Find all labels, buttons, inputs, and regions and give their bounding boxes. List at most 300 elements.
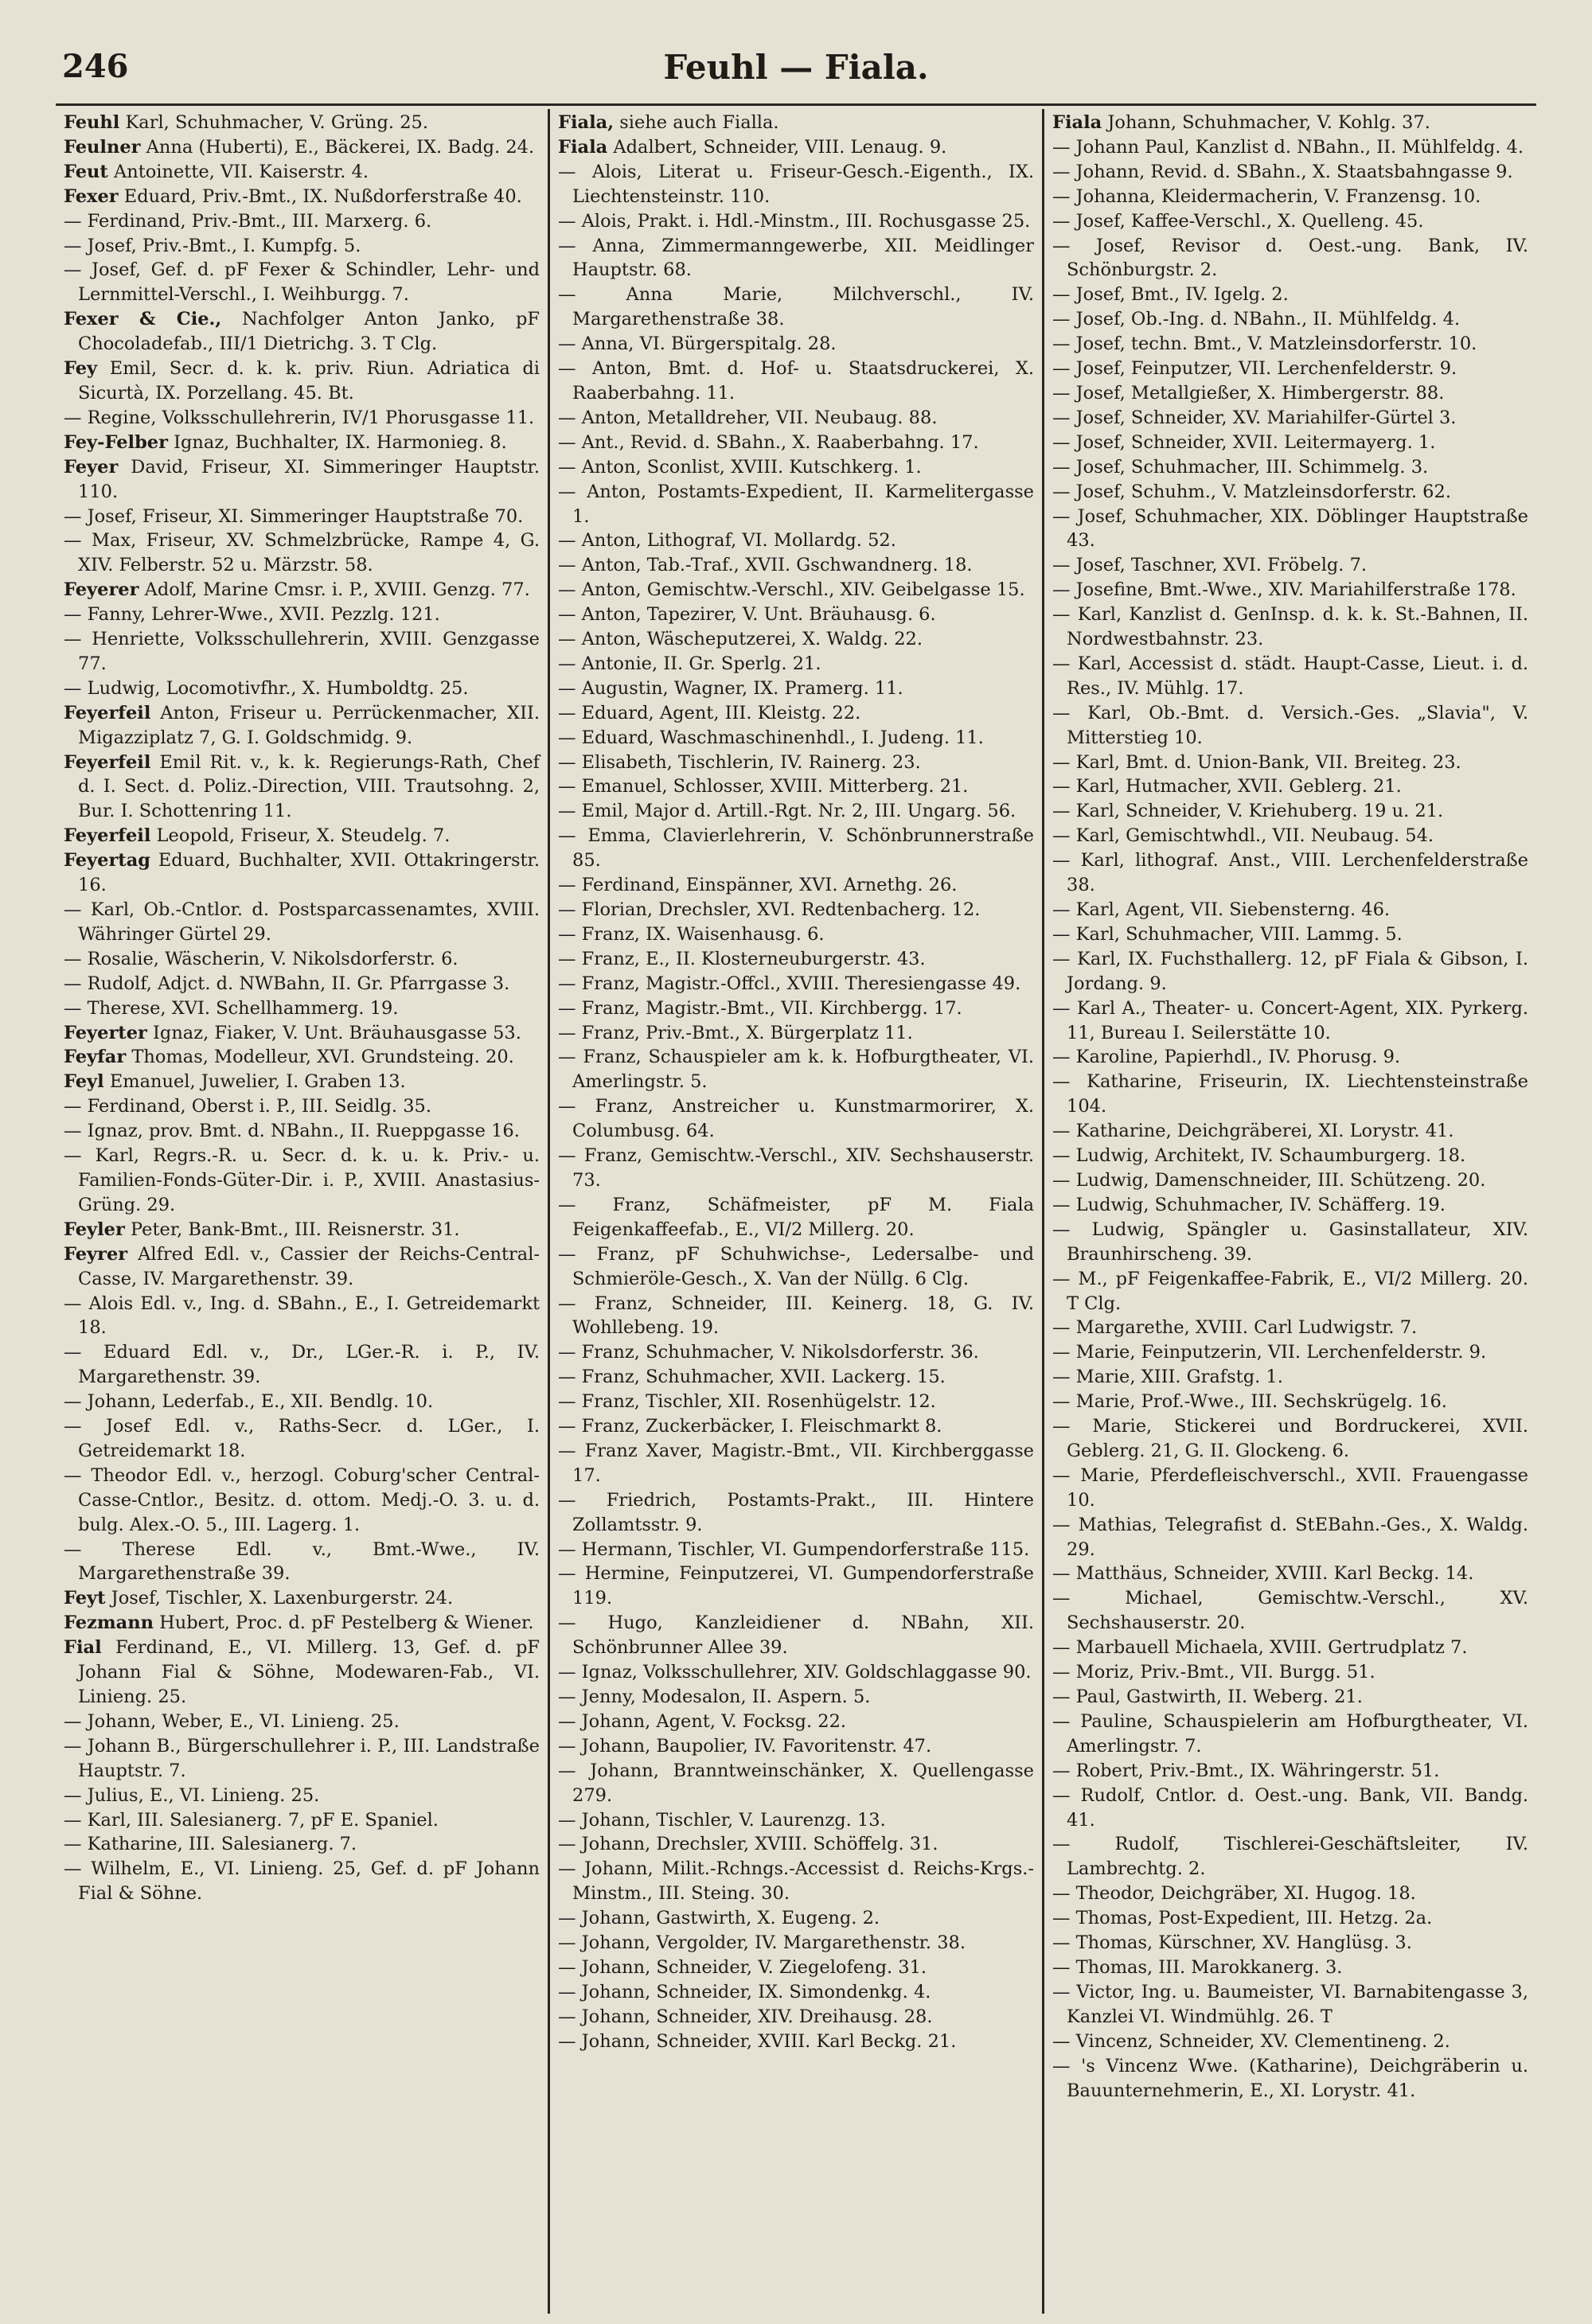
entry-details: — Johann, Tischler, V. Laurenzg. 13. [558, 1809, 886, 1831]
entry-details: Ignaz, Buchhalter, IX. Harmonieg. 8. [167, 431, 507, 453]
directory-entry [1052, 1168, 1528, 1193]
entry-details: Eduard, Buchhalter, XVII. Ottakringerstr. 16. [78, 850, 540, 896]
entry-details: — Anna Marie, Milchverschl., IV. Margarethenstraße 38. [558, 284, 1034, 330]
entry-surname: Feyerer [64, 579, 139, 601]
entry-details: — Michael, Gemischtw.-Verschl., XV. Sechshauserstr. 20. [1052, 1588, 1528, 1634]
entry-details: — Anna, Zimmermanngewerbe, XII. Meidlinger Hauptstr. 68. [558, 235, 1034, 281]
entry-details: — Rudolf, Adjct. d. NWBahn, II. Gr. Pfarrgasse 3. [64, 973, 510, 994]
entry-details: — Margarethe, XVIII. Carl Ludwigstr. 7. [1052, 1317, 1418, 1339]
directory-entry [558, 528, 1034, 553]
entry-details: — Marbauell Michaela, XVIII. Gertrudplatz 7. [1052, 1637, 1468, 1659]
directory-entry [1052, 1414, 1528, 1464]
directory-entry [64, 209, 540, 234]
directory-entry [558, 1390, 1034, 1414]
entry-details: — Jenny, Modesalon, II. Aspern. 5. [558, 1686, 871, 1707]
directory-entry [64, 701, 540, 751]
directory-entry [64, 1292, 540, 1341]
entry-surname: Feyler [64, 1219, 125, 1240]
directory-entry [64, 824, 540, 848]
directory-entry [64, 431, 540, 455]
entry-details: — Hermann, Tischler, VI. Gumpendorferstraße 115. [558, 1538, 1030, 1560]
directory-entry [64, 1070, 540, 1094]
directory-entry [1052, 652, 1528, 701]
entry-details: — Anton, Wäscheputzerei, X. Waldg. 22. [558, 629, 923, 650]
entry-surname: Fexer [64, 185, 119, 207]
directory-entry [558, 553, 1034, 578]
directory-entry [558, 1094, 1034, 1144]
directory-entry [1052, 234, 1528, 283]
entry-details: — Franz, Magistr.-Bmt., VII. Kirchbergg. 17. [558, 997, 962, 1019]
entry-details: Peter, Bank-Bmt., III. Reisnerstr. 31. [124, 1219, 460, 1240]
entry-details: — Anton, Metalldreher, VII. Neubaug. 88. [558, 407, 938, 428]
entry-details: Adolf, Marine Cmsr. i. P., XVIII. Genzg. 77. [139, 579, 530, 601]
directory-entry [64, 1832, 540, 1857]
entry-details: — Karl, Agent, VII. Siebensterng. 46. [1052, 899, 1391, 920]
directory-entry [64, 1538, 540, 1587]
entry-details: Emil Rit. v., k. k. Regierungs-Rath, Chef d. I. Sect. d. Poliz.-Direction, VIII. Trautsohng. 2, Bur. I. Schottenring 11. [78, 751, 540, 822]
directory-entry [64, 602, 540, 627]
entry-details: — Thomas, Kürschner, XV. Hanglüsg. 3. [1052, 1932, 1412, 1954]
entry-details: — Karl, III. Salesianerg. 7, pF E. Spaniel. [64, 1809, 439, 1831]
entry-details: — Katharine, III. Salesianerg. 7. [64, 1834, 357, 1855]
directory-entry [64, 972, 540, 996]
entry-details: — Johann, Revid. d. SBahn., X. Staatsbahngasse 9. [1052, 161, 1513, 182]
entry-details: Anton, Friseur u. Perrückenmacher, XII. Migazziplatz 7, G. I. Goldschmidg. 9. [78, 702, 540, 748]
directory-entry [1052, 898, 1528, 922]
directory-entry [558, 701, 1034, 726]
entry-details: — Karl, Kanzlist d. GenInsp. d. k. k. St.-Bahnen, II. Nordwestbahnstr. 23. [1052, 604, 1528, 650]
entry-details: — Hermine, Feinputzerei, VI. Gumpendorferstraße 119. [558, 1563, 1034, 1609]
directory-entry [1052, 1710, 1528, 1759]
entry-details: — Johann, Gastwirth, X. Eugeng. 2. [558, 1908, 880, 1929]
entry-details: Alfred Edl. v., Cassier der Reichs-Central-Casse, IV. Margarethenstr. 39. [78, 1243, 540, 1289]
entry-surname: Feyt [64, 1588, 106, 1609]
entry-details: — Henriette, Volksschullehrerin, XVIII. Genzgasse 77. [64, 629, 540, 674]
entry-details: — Karl, Schuhmacher, VIII. Lammg. 5. [1052, 923, 1403, 945]
directory-entry [558, 1292, 1034, 1341]
directory-entry [558, 283, 1034, 332]
entry-details: — Johann, Weber, E., VI. Linieng. 25. [64, 1710, 400, 1732]
entry-details: — Josef, Schneider, XV. Mariahilfer-Gürtel 3. [1052, 407, 1457, 428]
entry-details: — Josef, Revisor d. Oest.-ung. Bank, IV. Schönburgstr. 2. [1052, 235, 1528, 281]
entry-details: — Franz, Priv.-Bmt., X. Bürgerplatz 11. [558, 1022, 913, 1043]
directory-entry [1052, 1980, 1528, 2030]
entry-details: — Therese Edl. v., Bmt.-Wwe., IV. Margarethenstraße 39. [64, 1538, 540, 1585]
directory-entry [558, 1710, 1034, 1734]
entry-surname: Feyrer [64, 1243, 128, 1265]
directory-entry [64, 996, 540, 1021]
entry-details: — Franz, Schauspieler am k. k. Hofburgtheater, VI. Amerlingstr. 5. [558, 1047, 1034, 1093]
directory-entry [64, 947, 540, 972]
directory-entry [558, 431, 1034, 455]
directory-entry [558, 799, 1034, 824]
entry-details: — Hugo, Kanzleidiener d. NBahn, XII. Schönbrunner Allee 39. [558, 1612, 1034, 1659]
directory-entry [64, 160, 540, 185]
entry-details: — Franz, Schäfmeister, pF M. Fiala Feigenkaffeefab., E., VI/2 Millerg. 20. [558, 1194, 1034, 1240]
entry-details: — Anton, Sconlist, XVIII. Kutschkerg. 1. [558, 456, 922, 478]
entry-details: — Karl, Ob.-Cntlor. d. Postsparcassenamtes, XVIII. Währinger Gürtel 29. [64, 899, 540, 945]
entry-details: — Franz, Anstreicher u. Kunstmarmorirer, X. Columbusg. 64. [558, 1096, 1034, 1142]
entry-details: — Ignaz, prov. Bmt. d. NBahn., II. Rueppgasse 16. [64, 1121, 520, 1142]
entry-details: — Anton, Bmt. d. Hof- u. Staatsdruckerei, X. Raaberbahng. 11. [558, 358, 1034, 404]
entry-details: — Friedrich, Postamts-Prakt., III. Hintere Zollamtsstr. 9. [558, 1489, 1034, 1535]
directory-entry [1052, 824, 1528, 848]
entry-details: — Josef Edl. v., Raths-Secr. d. LGer., I. Getreidemarkt 18. [64, 1416, 540, 1461]
page-header [56, 48, 1536, 106]
directory-entry [558, 1906, 1034, 1931]
entry-details: — Ludwig, Damenschneider, III. Schützeng. 20. [1052, 1169, 1486, 1191]
directory-entry [558, 357, 1034, 406]
entry-details: — Eduard Edl. v., Dr., LGer.-R. i. P., IV. Margarethenstr. 39. [64, 1342, 540, 1388]
entry-details: — Rudolf, Cntlor. d. Oest.-ung. Bank, VII. Bandg. 41. [1052, 1784, 1528, 1831]
directory-entry [1052, 505, 1528, 554]
directory-entry [64, 307, 540, 357]
directory-entry [64, 528, 540, 578]
directory-entry [1052, 455, 1528, 480]
directory-entry [558, 1538, 1034, 1562]
directory-entry [558, 824, 1034, 873]
directory-entry [1052, 1267, 1528, 1316]
directory-entry [64, 1414, 540, 1464]
directory-entry [1052, 1119, 1528, 1144]
directory-entry [1052, 1832, 1528, 1881]
entry-surname: Feulner [64, 136, 141, 158]
directory-entry [558, 1931, 1034, 1956]
directory-entry [64, 1784, 540, 1808]
directory-entry [558, 160, 1034, 209]
directory-entry [64, 505, 540, 529]
entry-details: — Franz Xaver, Magistr.-Bmt., VII. Kirchberggasse 17. [558, 1440, 1034, 1486]
entry-details: — Fanny, Lehrer-Wwe., XVII. Pezzlg. 121. [64, 604, 440, 626]
directory-entry [1052, 307, 1528, 332]
entry-details: — Emma, Clavierlehrerin, V. Schönbrunnerstraße 85. [558, 825, 1034, 872]
directory-entry [558, 111, 1034, 135]
entry-surname: Fezmann [64, 1612, 154, 1634]
directory-entry [64, 1218, 540, 1242]
directory-entry [1052, 1784, 1528, 1833]
entry-details: — Josef, Gef. d. pF Fexer & Schindler, Lehr- und Lernmittel-Verschl., I. Weihburgg. 7. [64, 259, 540, 306]
entry-details: Antoinette, VII. Kaiserstr. 4. [107, 161, 369, 182]
directory-entry [1052, 332, 1528, 357]
directory-entry [1052, 1464, 1528, 1513]
entry-details: — Anton, Tab.-Traf., XVII. Gschwandnerg. 18. [558, 555, 973, 576]
directory-entry [558, 1660, 1034, 1685]
entry-details: — Ignaz, Volksschullehrer, XIV. Goldschlaggasse 90. [558, 1662, 1032, 1683]
entry-details: David, Friseur, XI. Simmeringer Hauptstr. 110. [78, 456, 540, 502]
entry-details: — Theodor Edl. v., herzogl. Coburg'scher Central-Casse-Cntlor., Besitz. d. ottom. Medj.-O. 3. u. d. bulg. Alex.-O. 5., III. Lagerg. 1. [64, 1464, 540, 1535]
entry-surname: Fey [64, 358, 98, 380]
entry-details: — Josefine, Bmt.-Wwe., XIV. Mariahilferstraße 178. [1052, 579, 1516, 601]
directory-entry [558, 1193, 1034, 1242]
entry-surname: Feyl [64, 1071, 104, 1093]
entry-details: — Julius, E., VI. Linieng. 25. [64, 1784, 320, 1806]
directory-entry [558, 751, 1034, 775]
entry-details: — Alois, Literat u. Friseur-Gesch.-Eigenth., IX. Liechtensteinstr. 110. [558, 161, 1034, 207]
entry-details: — Emanuel, Schlosser, XVIII. Mitterberg. 21. [558, 776, 969, 797]
entry-details: — Johann, Schneider, XIV. Dreihausg. 28. [558, 2006, 933, 2027]
entry-details: — Karl, Schneider, V. Kriehuberg. 19 u. 21. [1052, 801, 1444, 822]
entry-details: — Josef, Friseur, XI. Simmeringer Hauptstraße 70. [64, 505, 524, 527]
directory-entry [558, 726, 1034, 751]
entry-details: — Johann, Branntweinschänker, X. Quellengasse 279. [558, 1760, 1034, 1806]
directory-entry [1052, 1144, 1528, 1168]
entry-details: — Franz, E., II. Klosterneuburgerstr. 43. [558, 948, 926, 969]
entry-details: — Pauline, Schauspielerin am Hofburgtheater, VI. Amerlingstr. 7. [1052, 1710, 1528, 1757]
entry-details: — Eduard, Agent, III. Kleistg. 22. [558, 702, 861, 723]
directory-entry [558, 1808, 1034, 1833]
entry-surname: Fiala [558, 136, 608, 158]
directory-entry [64, 185, 540, 209]
directory-entry [1052, 1070, 1528, 1119]
directory-entry [558, 652, 1034, 677]
entry-details: Emil, Secr. d. k. k. priv. Riun. Adriatica di Sicurtà, IX. Porzellang. 45. Bt. [78, 358, 540, 404]
directory-entry [64, 135, 540, 160]
entry-details: — Karoline, Papierhdl., IV. Phorusg. 9. [1052, 1047, 1401, 1068]
entry-details: — Josef, Feinputzer, VII. Lerchenfelderstr. 9. [1052, 358, 1457, 380]
entry-details: — Karl, Gemischtwhdl., VII. Neubaug. 54. [1052, 825, 1434, 847]
entry-details: — Ferdinand, Oberst i. P., III. Seidlg. 35. [64, 1096, 431, 1117]
entry-details: — Marie, Pferdefleischverschl., XVII. Frauengasse 10. [1052, 1464, 1528, 1511]
entry-details: — Franz, Magistr.-Offcl., XVIII. Theresiengasse 49. [558, 973, 1021, 994]
entry-details: — Josef, Schuhmacher, III. Schimmelg. 3. [1052, 456, 1429, 478]
entry-details: — Ferdinand, Priv.-Bmt., III. Marxerg. 6. [64, 210, 432, 232]
entry-details: Leopold, Friseur, X. Steudelg. 7. [150, 825, 451, 847]
entry-details: — Josef, Bmt., IV. Igelg. 2. [1052, 284, 1289, 306]
directory-entry [558, 996, 1034, 1021]
entry-details: — Max, Friseur, XV. Schmelzbrücke, Rampe 4, G. XIV. Felberstr. 52 u. Märzstr. 58. [64, 530, 540, 576]
directory-entry [1052, 2054, 1528, 2104]
entry-details: Thomas, Modelleur, XVI. Grundsteing. 20. [126, 1047, 514, 1068]
directory-entry [1052, 2030, 1528, 2054]
directory-entry [558, 1857, 1034, 1906]
entry-details: — 's Vincenz Wwe. (Katharine), Deichgräberin u. Bauunternehmerin, E., XI. Lorystr. 41. [1052, 2055, 1528, 2101]
entry-details: — Alois, Prakt. i. Hdl.-Minstm., III. Rochusgasse 25. [558, 210, 1031, 232]
directory-entry [64, 1045, 540, 1070]
directory-entry [64, 1734, 540, 1784]
directory-entry [64, 1857, 540, 1906]
entry-details: Hubert, Proc. d. pF Pestelberg & Wiener. [153, 1612, 534, 1634]
entry-details: — Paul, Gastwirth, II. Weberg. 21. [1052, 1686, 1363, 1707]
directory-entry [1052, 1685, 1528, 1710]
entry-surname: Feyfar [64, 1047, 127, 1068]
entry-details: — Karl, lithograf. Anst., VIII. Lerchenfelderstraße 38. [1052, 850, 1528, 896]
entry-details: — Franz, Schuhmacher, XVII. Lackerg. 15. [558, 1367, 946, 1388]
entry-details: — Eduard, Waschmaschinenhdl., I. Judeng. 11. [558, 727, 984, 748]
entry-details: — Franz, Schneider, III. Keinerg. 18, G. IV. Wohllebeng. 19. [558, 1293, 1034, 1339]
entry-details: — Josef, Kaffee-Verschl., X. Quelleng. 45. [1052, 210, 1424, 232]
entry-details: — Karl, Hutmacher, XVII. Geblerg. 21. [1052, 776, 1402, 797]
entry-surname: Fial [64, 1637, 102, 1659]
entry-details: — Johann, Agent, V. Focksg. 22. [558, 1710, 847, 1732]
entry-surname: Feyer [64, 456, 119, 478]
entry-details: Josef, Tischler, X. Laxenburgerstr. 24. [105, 1588, 454, 1609]
directory-entry [558, 1365, 1034, 1390]
directory-entry [558, 209, 1034, 234]
directory-entry [1052, 431, 1528, 455]
entry-details: — Johann, Baupolier, IV. Favoritenstr. 47. [558, 1735, 932, 1757]
entry-details: Ignaz, Fiaker, V. Unt. Bräuhausgasse 53. [146, 1022, 521, 1043]
entry-details: — Johann, Vergolder, IV. Margarethenstr. 38. [558, 1932, 966, 1954]
entry-surname: Feuhl [64, 112, 120, 133]
directory-entry [1052, 1562, 1528, 1586]
directory-entry [1052, 553, 1528, 578]
directory-entry [558, 677, 1034, 701]
entry-details: — Rosalie, Wäscherin, V. Nikolsdorferstr. 6. [64, 948, 458, 969]
entry-details: Adalbert, Schneider, VIII. Lenaug. 9. [607, 136, 947, 158]
entry-details: — Josef, techn. Bmt., V. Matzleinsdorferstr. 10. [1052, 333, 1477, 355]
directory-entry [1052, 1218, 1528, 1267]
directory-entry [1052, 799, 1528, 824]
directory-column-3 [1042, 109, 1536, 2314]
entry-details: — Johann, Schneider, IX. Simondenkg. 4. [558, 1981, 931, 2002]
entry-details: — Franz, Zuckerbäcker, I. Fleischmarkt 8. [558, 1416, 942, 1437]
directory-entry [1052, 602, 1528, 652]
directory-entry [1052, 381, 1528, 406]
entry-surname: Fexer & Cie., [64, 309, 222, 330]
entry-details: — Johanna, Kleidermacherin, V. Franzensg. 10. [1052, 185, 1481, 207]
directory-entry [64, 677, 540, 701]
entry-details: — Josef, Schuhm., V. Matzleinsdorferstr. 62. [1052, 481, 1451, 502]
entry-details: — Emil, Major d. Artill.-Rgt. Nr. 2, III. Ungarg. 56. [558, 801, 1016, 822]
entry-details: — Franz, IX. Waisenhausg. 6. [558, 923, 825, 945]
directory-entry [558, 1242, 1034, 1292]
entry-details: — Victor, Ing. u. Baumeister, VI. Barnabitengasse 3, Kanzlei VI. Windmühlg. 26. T [1052, 1981, 1528, 2027]
entry-details: — Rudolf, Tischlerei-Geschäftsleiter, IV. Lambrechtg. 2. [1052, 1834, 1528, 1880]
entry-details: — Karl, Regrs.-R. u. Secr. d. k. u. k. Priv.- u. Familien-Fonds-Güter-Dir. i. P., XVIII. Anastasius-Grüng. 29. [64, 1145, 540, 1215]
entry-details: — Anton, Tapezirer, V. Unt. Bräuhausg. 6. [558, 604, 936, 626]
entry-details: Karl, Schuhmacher, V. Grüng. 25. [119, 112, 429, 133]
directory-entry [558, 1759, 1034, 1808]
directory-entry [558, 1956, 1034, 1980]
directory-entry [1052, 1660, 1528, 1685]
directory-entry [64, 406, 540, 431]
entry-details: — Johann Paul, Kanzlist d. NBahn., II. Mühlfeldg. 4. [1052, 136, 1524, 158]
entry-details: Anna (Huberti), E., Bäckerei, IX. Badg. 24. [140, 136, 535, 158]
directory-entry [1052, 1193, 1528, 1218]
entry-details: — Anton, Lithograf, VI. Mollardg. 52. [558, 530, 896, 552]
directory-entry [1052, 357, 1528, 381]
entry-surname: Feyerfeil [64, 825, 151, 847]
directory-column-2 [548, 109, 1042, 2314]
entry-details: — Franz, Schuhmacher, V. Nikolsdorferstr. 36. [558, 1342, 979, 1363]
directory-entry [64, 898, 540, 947]
entry-details: — Theodor, Deichgräber, XI. Hugog. 18. [1052, 1883, 1416, 1905]
entry-details: Nachfolger Anton Janko, pF Chocoladefab., III/1 Dietrichg. 3. T Clg. [78, 309, 540, 355]
directory-entry [64, 455, 540, 505]
entry-details: — Anton, Postamts-Expedient, II. Karmelitergasse 1. [558, 481, 1034, 527]
entry-surname: Feyerter [64, 1022, 147, 1043]
directory-entry [558, 972, 1034, 996]
directory-entry [64, 848, 540, 898]
entry-details: siehe auch Fialla. [614, 112, 779, 133]
directory-entry [1052, 283, 1528, 307]
directory-entry [558, 1439, 1034, 1488]
directory-entry [1052, 1956, 1528, 1980]
directory-entry [1052, 1931, 1528, 1956]
entry-details: Eduard, Priv.-Bmt., IX. Nußdorferstraße 40. [118, 185, 522, 207]
directory-entry [64, 1611, 540, 1636]
directory-entry [64, 1586, 540, 1611]
entry-details: — Moriz, Priv.-Bmt., VII. Burgg. 51. [1052, 1662, 1375, 1683]
directory-entry [558, 873, 1034, 898]
entry-details: — Marie, XIII. Grafstg. 1. [1052, 1367, 1283, 1388]
entry-details: — Johann, Schneider, V. Ziegelofeng. 31. [558, 1956, 927, 1978]
directory-entry [1052, 160, 1528, 185]
entry-details: — Ludwig, Spängler u. Gasinstallateur, XIV. Braunhirscheng. 39. [1052, 1219, 1528, 1265]
directory-entry [558, 1414, 1034, 1439]
entry-details: — Antonie, II. Gr. Sperlg. 21. [558, 653, 821, 674]
directory-entry [1052, 578, 1528, 602]
directory-entry [558, 1611, 1034, 1660]
directory-entry [1052, 1513, 1528, 1562]
directory-entry [1052, 1316, 1528, 1340]
entry-details: — Marie, Stickerei und Bordruckerei, XVII. Geblerg. 21, G. II. Glockeng. 6. [1052, 1416, 1528, 1461]
directory-entry [558, 1488, 1034, 1538]
entry-details: — Ant., Revid. d. SBahn., X. Raaberbahng. 17. [558, 431, 979, 453]
entry-details: — Vincenz, Schneider, XV. Clementineng. 2. [1052, 2030, 1450, 2052]
entry-details: Ferdinand, E., VI. Millerg. 13, Gef. d. pF Johann Fial & Söhne, Modewaren-Fab., VI. Linieng. 25. [78, 1637, 540, 1707]
directory-entry [64, 1710, 540, 1734]
entry-details: — Anna, VI. Bürgerspitalg. 28. [558, 333, 837, 355]
directory-entry [64, 1464, 540, 1538]
directory-entry [558, 1045, 1034, 1094]
directory-entry [64, 751, 540, 825]
entry-details: — Therese, XVI. Schellhammerg. 19. [64, 997, 399, 1019]
entry-details: — M., pF Feigenkaffee-Fabrik, E., VI/2 Millerg. 20. T Clg. [1052, 1268, 1528, 1314]
directory-entry [1052, 848, 1528, 898]
entry-details: — Elisabeth, Tischlerin, IV. Rainerg. 23. [558, 751, 921, 773]
directory-entry [1052, 1881, 1528, 1906]
entry-details: — Franz, Tischler, XII. Rosenhügelstr. 12. [558, 1391, 936, 1413]
entry-details: — Johann B., Bürgerschullehrer i. P., III. Landstraße Hauptstr. 7. [64, 1735, 540, 1781]
entry-details: — Mathias, Telegrafist d. StEBahn.-Ges., X. Waldg. 29. [1052, 1514, 1528, 1560]
directory-entry [558, 2030, 1034, 2054]
entry-details: — Josef, Priv.-Bmt., I. Kumpfg. 5. [64, 235, 361, 256]
directory-entry [64, 111, 540, 135]
directory-entry [558, 332, 1034, 357]
directory-columns [56, 109, 1536, 2314]
directory-entry [1052, 1045, 1528, 1070]
directory-entry [64, 1119, 540, 1144]
entry-details: — Thomas, III. Marokkanerg. 3. [1052, 1956, 1343, 1978]
directory-entry [1052, 774, 1528, 799]
entry-details: — Johann, Milit.-Rchngs.-Accessist d. Reichs-Krgs.-Minstm., III. Steing. 30. [558, 1858, 1034, 1905]
entry-details: — Anton, Gemischtw.-Verschl., XIV. Geibelgasse 15. [558, 579, 1025, 601]
entry-details: — Thomas, Post-Expedient, III. Hetzg. 2a. [1052, 1908, 1433, 1929]
directory-entry [64, 357, 540, 406]
entry-details: — Josef, Metallgießer, X. Himbergerstr. 88. [1052, 382, 1445, 404]
page-title: Feuhl — Fiala. [663, 48, 929, 87]
directory-entry [558, 578, 1034, 602]
entry-details: — Alois Edl. v., Ing. d. SBahn., E., I. Getreidemarkt 18. [64, 1293, 540, 1339]
directory-entry [64, 578, 540, 602]
directory-entry [558, 1832, 1034, 1857]
directory-entry [558, 1340, 1034, 1365]
entry-surname: Fiala, [558, 112, 615, 133]
entry-details: — Karl, Bmt. d. Union-Bank, VII. Breiteg. 23. [1052, 751, 1461, 773]
entry-surname: Fiala [1052, 112, 1102, 133]
directory-entry [64, 1021, 540, 1046]
directory-entry [1052, 135, 1528, 160]
entry-details: — Wilhelm, E., VI. Linieng. 25, Gef. d. pF Johann Fial & Söhne. [64, 1858, 540, 1905]
directory-entry [558, 406, 1034, 431]
entry-details: — Katharine, Friseurin, IX. Liechtensteinstraße 104. [1052, 1071, 1528, 1117]
directory-entry [64, 1242, 540, 1292]
directory-entry [64, 1340, 540, 1390]
directory-entry [558, 455, 1034, 480]
directory-entry [1052, 1759, 1528, 1784]
directory-entry [64, 1808, 540, 1833]
